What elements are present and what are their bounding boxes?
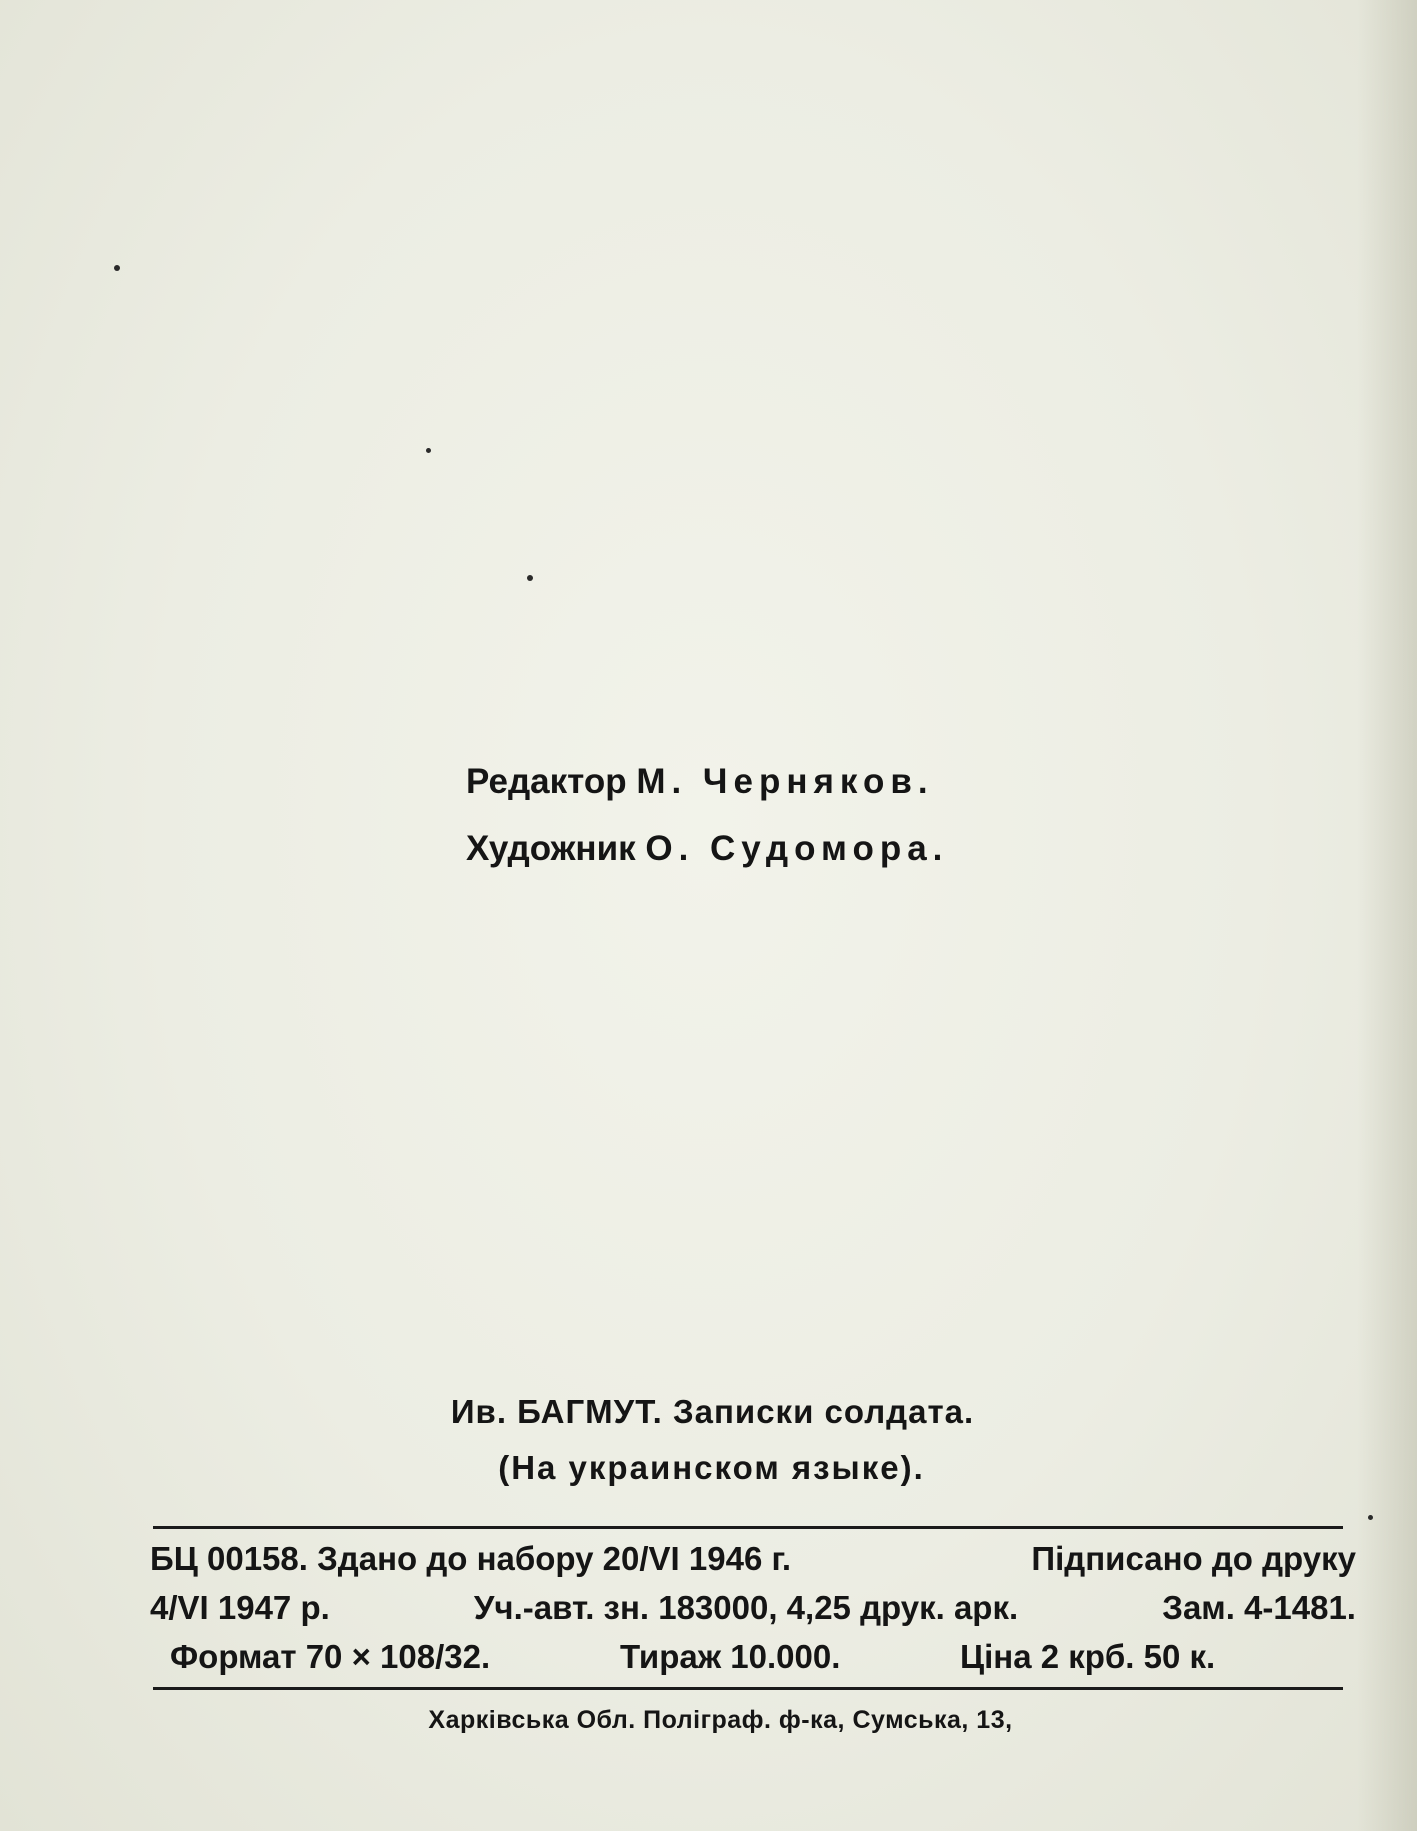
editor-name: М. Черняков.: [636, 762, 934, 801]
printer-info: Харківська Обл. Поліграф. ф-ка, Сумська, 13,: [428, 1706, 1013, 1734]
book-title-block: [0, 1384, 1417, 1496]
price: Ціна 2 крб. 50 к.: [960, 1638, 1216, 1675]
editor-role: Редактор: [466, 762, 627, 801]
signed-date: 4/VI 1947 р.: [150, 1589, 330, 1626]
ink-speck: [1368, 1515, 1373, 1520]
bottom-divider: [153, 1687, 1343, 1690]
ink-speck: [114, 265, 120, 271]
imprint-block: [150, 1534, 1356, 1681]
top-divider: [153, 1526, 1343, 1529]
artist-role: Художник: [466, 829, 636, 868]
editor-line: [466, 748, 948, 815]
format: Формат 70 × 108/32.: [170, 1638, 491, 1675]
imprint-line-3: [150, 1632, 1356, 1681]
print-run: Тираж 10.000.: [620, 1638, 841, 1675]
artist-line: [466, 815, 948, 882]
sheet-info: Уч.-авт. зн. 183000, 4,25 друк. арк.: [473, 1589, 1019, 1626]
credits-block: [466, 748, 948, 882]
artist-name: О. Судомора.: [645, 829, 949, 868]
order-number: Зам. 4-1481.: [1162, 1589, 1356, 1626]
imprint-line-2: [150, 1583, 1356, 1632]
page-edge-shadow: [1357, 0, 1417, 1831]
ink-speck: [426, 448, 431, 453]
submission-info: БЦ 00158. Здано до набору 20/VI 1946 г.: [150, 1540, 792, 1577]
signed-for-print: Підписано до друку: [1031, 1540, 1356, 1577]
book-title: Ив. БАГМУТ. Записки солдата.: [450, 1393, 975, 1430]
language-note: (На украинском языке).: [498, 1449, 925, 1486]
imprint-line-1: [150, 1534, 1356, 1583]
ink-speck: [527, 575, 533, 581]
